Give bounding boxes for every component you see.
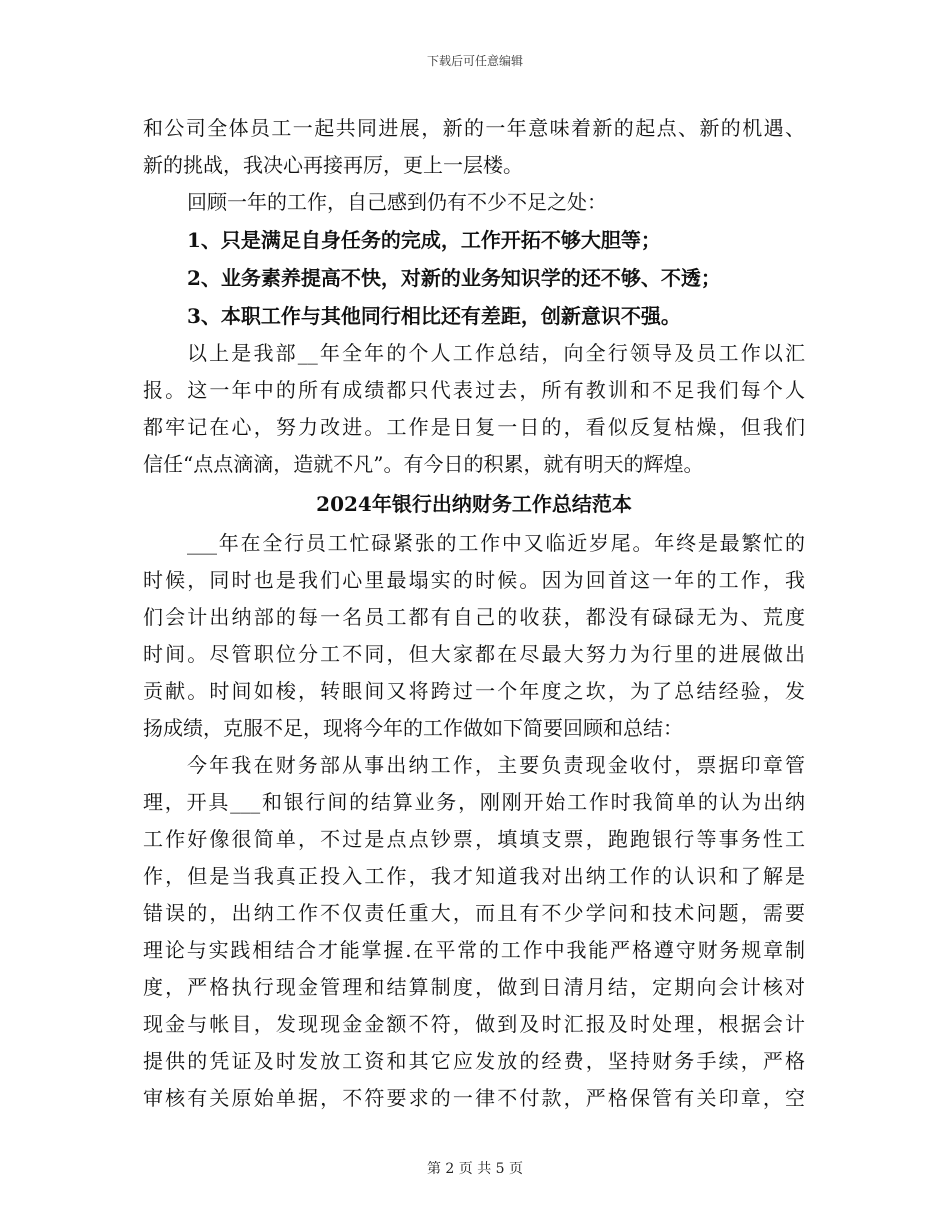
paragraph-line: 度，严格执行现金管理和结算制度，做到日清月结，定期向会计核对 xyxy=(143,975,805,999)
paragraph-line: 今年我在财务部从事出纳工作，主要负责现金收付，票据印章管 xyxy=(187,753,805,777)
paragraph-line: 和公司全体员工一起共同进展，新的一年意味着新的起点、新的机遇、 xyxy=(143,116,805,140)
paragraph-line: 扬成绩，克服不足，现将今年的工作做如下简要回顾和总结： xyxy=(143,716,683,740)
paragraph-line: 工作好像很简单，不过是点点钞票，填填支票，跑跑银行等事务性工 xyxy=(143,827,805,851)
paragraph-line: 错误的，出纳工作不仅责任重大，而且有不少学问和技术问题，需要 xyxy=(143,901,805,925)
page-header: 下载后可任意编辑 xyxy=(426,54,523,68)
page-footer: 第 2 页 共 5 页 xyxy=(426,1161,524,1177)
list-item: 3、本职工作与其他同行相比还有差距，创新意识不强。 xyxy=(187,304,681,328)
paragraph-line: 信任“点点滴滴，造就不凡”。有今日的积累，就有明天的辉煌。 xyxy=(143,452,704,476)
paragraph-line: 理，开具___和银行间的结算业务，刚刚开始工作时我简单的认为出纳 xyxy=(143,790,805,814)
list-item: 2、业务素养提高不快，对新的业务知识学的还不够、不透； xyxy=(187,266,721,290)
paragraph-line: 提供的凭证及时发放工资和其它应发放的经费，坚持财务手续，严格 xyxy=(143,1049,805,1073)
paragraph-line: 作，但是当我真正投入工作，我才知道我对出纳工作的认识和了解是 xyxy=(143,864,805,888)
paragraph-line: 们会计出纳部的每一名员工都有自己的收获，都没有碌碌无为、荒度 xyxy=(143,605,805,629)
list-item: 1、只是满足自身任务的完成，工作开拓不够大胆等； xyxy=(187,228,661,252)
paragraph-line: 报。这一年中的所有成绩都只代表过去，所有教训和不足我们每个人 xyxy=(143,378,805,402)
paragraph-line: 时间。尽管职位分工不同，但大家都在尽最大努力为行里的进展做出 xyxy=(143,642,805,666)
section-heading: 2024年银行出纳财务工作总结范本 xyxy=(316,492,632,516)
paragraph-line: 现金与帐目，发现现金金额不符，做到及时汇报及时处理，根据会计 xyxy=(143,1012,805,1036)
paragraph-line: 都牢记在心，努力改进。工作是日复一日的，看似反复枯燥，但我们 xyxy=(143,415,805,439)
paragraph-line: 以上是我部__年全年的个人工作总结，向全行领导及员工作以汇 xyxy=(187,341,805,365)
paragraph-line: 时候，同时也是我们心里最塌实的时候。因为回首这一年的工作，我 xyxy=(143,568,805,592)
document-body xyxy=(143,110,805,1117)
paragraph-line: 回顾一年的工作，自己感到仍有不少不足之处： xyxy=(187,190,607,214)
paragraph-line: ___年在全行员工忙碌紧张的工作中又临近岁尾。年终是最繁忙的 xyxy=(187,531,805,555)
paragraph-line: 贡献。时间如梭，转眼间又将跨过一个年度之坎，为了总结经验，发 xyxy=(143,679,805,703)
paragraph-line: 审核有关原始单据，不符要求的一律不付款，严格保管有关印章，空 xyxy=(143,1086,805,1110)
paragraph-line: 新的挑战，我决心再接再厉，更上一层楼。 xyxy=(143,153,523,177)
paragraph-line: 理论与实践相结合才能掌握.在平常的工作中我能严格遵守财务规章制 xyxy=(143,938,805,962)
